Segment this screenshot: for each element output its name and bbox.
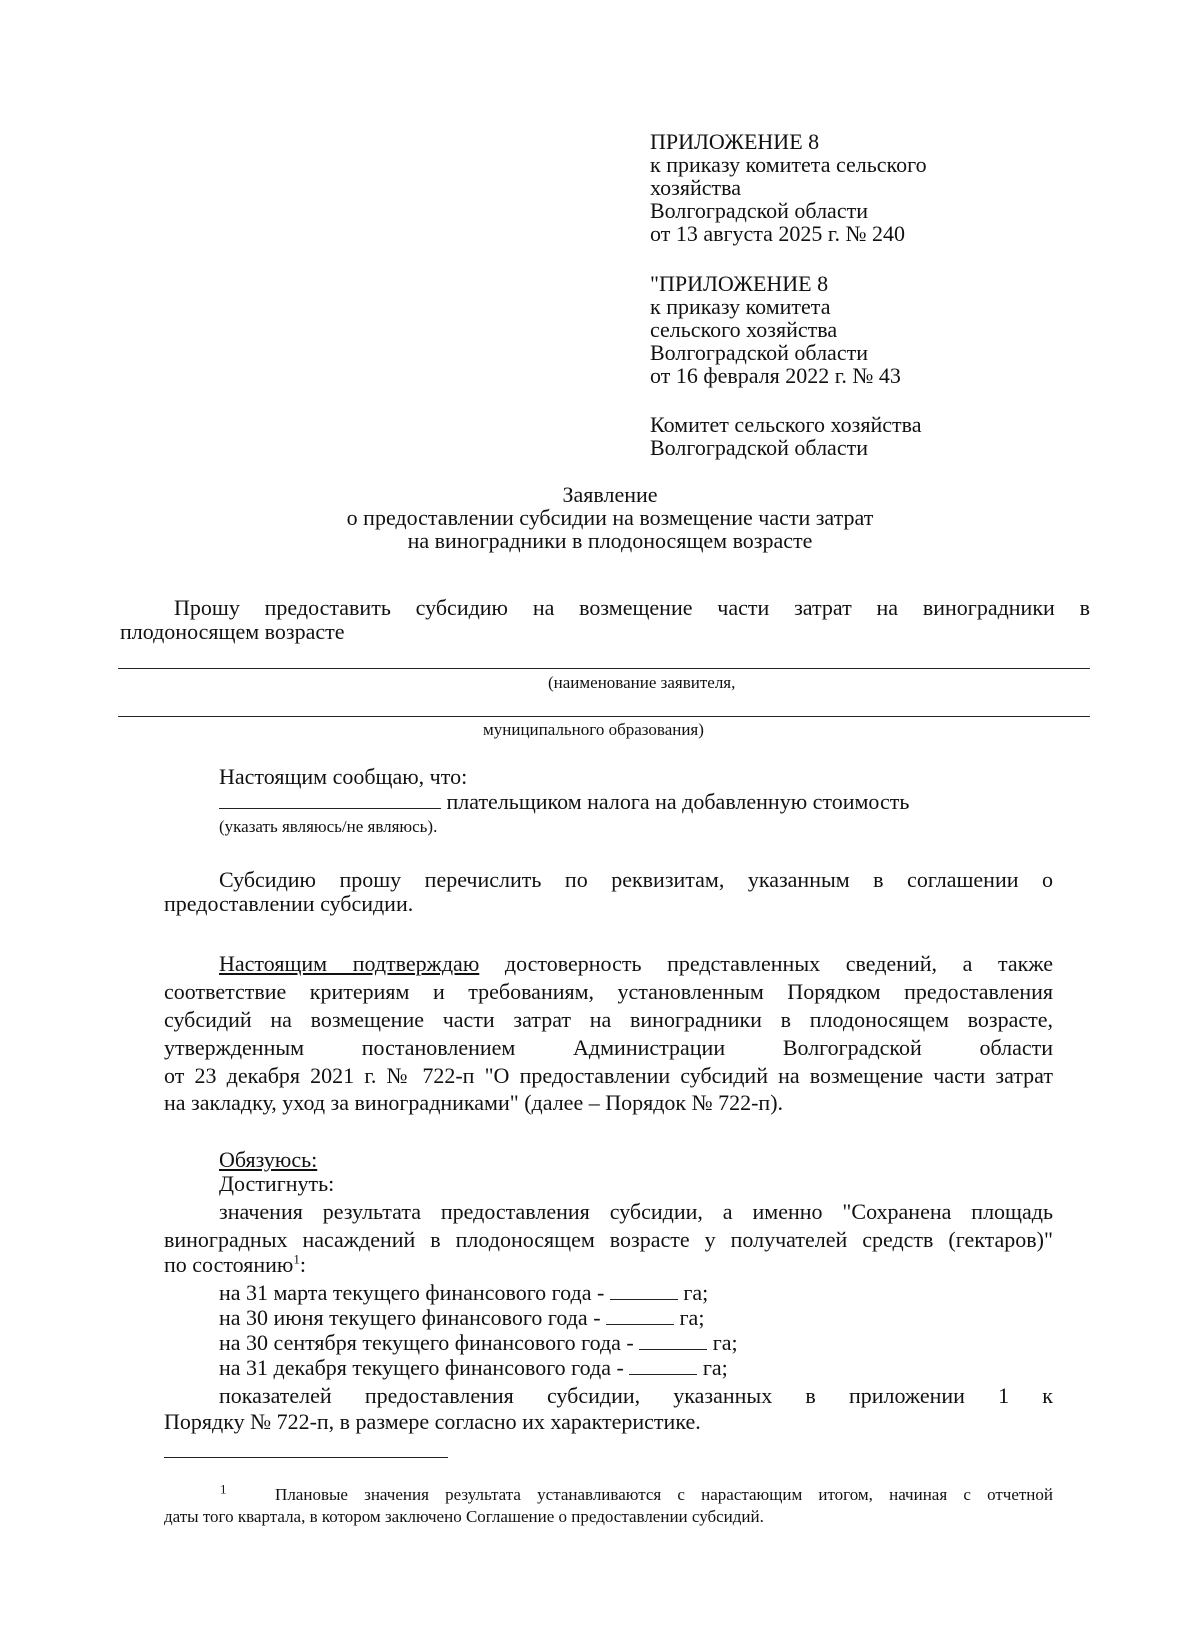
achieve-label: Достигнуть: bbox=[219, 1171, 335, 1196]
appendix-line: Волгоградской области bbox=[650, 198, 868, 223]
date-row-december bbox=[219, 1356, 728, 1379]
vat-statement-text: плательщиком налога на добавленную стоимость bbox=[446, 789, 910, 814]
vat-status-blank[interactable] bbox=[219, 790, 441, 809]
appendix-title: ПРИЛОЖЕНИЕ 8 bbox=[650, 129, 820, 154]
addressee-line: Волгоградской области bbox=[650, 435, 868, 460]
appendix-line: Волгоградской области bbox=[650, 340, 868, 365]
date-label: на 31 декабря текущего финансового года - bbox=[219, 1355, 624, 1380]
confirm-line-5: от 23 декабря 2021 г. № 722-п "О предоставлении субсидий на возмещение части затрат bbox=[164, 1063, 1053, 1088]
municipality-caption: муниципального образования) bbox=[483, 720, 704, 739]
unit-label: га; bbox=[702, 1355, 728, 1380]
confirm-line-3: субсидий на возмещение части затрат на виноградники в плодоносящем возрасте, bbox=[164, 1007, 1053, 1032]
appendix-title: "ПРИЛОЖЕНИЕ 8 bbox=[650, 271, 829, 296]
vat-intro: Настоящим сообщаю, что: bbox=[219, 764, 468, 789]
date-row-march bbox=[219, 1281, 708, 1304]
appendix-line: сельского хозяйства bbox=[650, 317, 838, 342]
hectares-blank[interactable] bbox=[606, 1306, 674, 1325]
vat-statement bbox=[219, 790, 909, 813]
date-label: на 30 сентября текущего финансового года - bbox=[219, 1330, 634, 1355]
title-subject: о предоставлении субсидии на возмещение части затрат bbox=[346, 505, 874, 530]
appendix-header-current bbox=[650, 130, 927, 245]
title-word: Заявление bbox=[562, 482, 658, 507]
document-title bbox=[300, 483, 920, 552]
appendix-order-date: от 16 февраля 2022 г. № 43 bbox=[650, 363, 901, 388]
appendix-line: хозяйства bbox=[650, 175, 741, 200]
footnote-text: Плановые значения результата устанавливаются с нарастающим итогом, начиная с отчетной bbox=[275, 1485, 1053, 1504]
appendix-line: к приказу комитета bbox=[650, 294, 831, 319]
title-subject: на виноградники в плодоносящем возрасте bbox=[407, 528, 813, 553]
indicators-line-1: показателей предоставления субсидии, указанных в приложении 1 к bbox=[219, 1383, 1053, 1408]
confirm-line-2: соответствие критериям и требованиям, установленным Порядком предоставления bbox=[164, 979, 1053, 1004]
transfer-line-1: Субсидию прошу перечислить по реквизитам, указанным в соглашении о bbox=[219, 867, 1053, 892]
transfer-line-2: предоставлении субсидии. bbox=[164, 891, 414, 916]
appendix-header-original bbox=[650, 272, 901, 387]
date-label: на 31 марта текущего финансового года - bbox=[219, 1280, 605, 1305]
result-line-2: виноградных насаждений в плодоносящем возрасте у получателей средств (гектаров)" bbox=[164, 1227, 1053, 1252]
hectares-blank[interactable] bbox=[629, 1356, 697, 1375]
unit-label: га; bbox=[712, 1330, 738, 1355]
footnote-separator bbox=[164, 1457, 448, 1458]
confirm-line-1 bbox=[219, 952, 1053, 975]
confirm-line-1-rest: достоверность представленных сведений, а также bbox=[504, 951, 1053, 976]
result-line-3 bbox=[164, 1253, 306, 1276]
appendix-line: к приказу комитета сельского bbox=[650, 152, 927, 177]
footnote-ref: 1 bbox=[293, 1251, 300, 1267]
municipality-line[interactable] bbox=[118, 716, 1090, 717]
date-label: на 30 июня текущего финансового года - bbox=[219, 1305, 601, 1330]
indicators-line-2: Порядку № 722-п, в размере согласно их характеристике. bbox=[164, 1409, 701, 1434]
footnote-mark: 1 bbox=[220, 1481, 227, 1497]
result-line-1: значения результата предоставления субсидии, а именно "Сохранена площадь bbox=[219, 1199, 1053, 1224]
footnote-line-2: даты того квартала, в котором заключено Соглашение о предоставлении субсидий. bbox=[164, 1507, 764, 1526]
applicant-name-line[interactable] bbox=[118, 668, 1090, 669]
request-line-1: Прошу предоставить субсидию на возмещение части затрат на виноградники в bbox=[174, 595, 1090, 620]
confirm-underlined: Настоящим подтверждаю bbox=[219, 951, 480, 976]
unit-label: га; bbox=[683, 1280, 709, 1305]
confirm-line-4: утвержденным постановлением Администрации Волгоградской области bbox=[164, 1035, 1053, 1060]
footnote-line-1 bbox=[220, 1481, 1053, 1506]
vat-hint: (указать являюсь/не являюсь). bbox=[219, 817, 438, 836]
result-colon: : bbox=[299, 1252, 306, 1277]
hectares-blank[interactable] bbox=[639, 1331, 707, 1350]
date-row-september bbox=[219, 1331, 738, 1354]
appendix-order-date: от 13 августа 2025 г. № 240 bbox=[650, 221, 905, 246]
confirm-line-6: на закладку, уход за виноградниками" (далее – Порядок № 722-п). bbox=[164, 1090, 784, 1115]
addressee-line: Комитет сельского хозяйства bbox=[650, 412, 922, 437]
result-line-3-text: по состоянию bbox=[164, 1252, 294, 1277]
request-line-2: плодоносящем возрасте bbox=[120, 619, 345, 644]
obligations-heading: Обязуюсь: bbox=[219, 1147, 318, 1172]
applicant-name-caption: (наименование заявителя, bbox=[548, 673, 736, 692]
addressee bbox=[650, 413, 921, 459]
date-row-june bbox=[219, 1306, 704, 1329]
hectares-blank[interactable] bbox=[610, 1281, 678, 1300]
unit-label: га; bbox=[679, 1305, 705, 1330]
